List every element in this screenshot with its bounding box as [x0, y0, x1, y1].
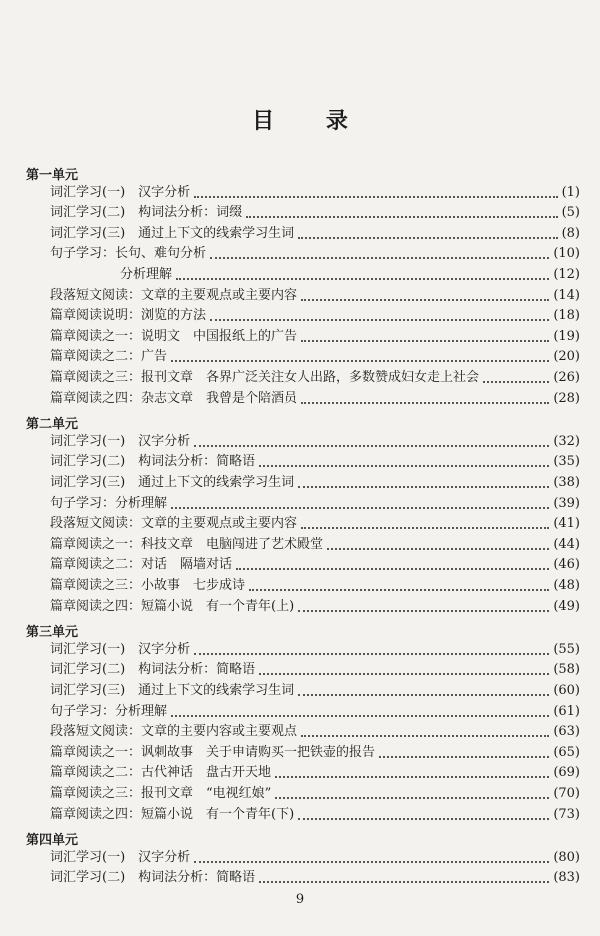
- toc-entry-title: 分析理解: [120, 267, 173, 282]
- toc-entry[interactable]: [50, 576, 580, 596]
- toc-entry-title: 段落短文阅读：文章的主要观点或主要内容: [50, 287, 298, 303]
- dot-leader: [259, 465, 549, 467]
- toc-entry-title: 段落短文阅读：文章的主要内容或主要观点: [50, 724, 298, 740]
- dot-leader: [236, 568, 549, 570]
- dot-leader: [301, 735, 549, 737]
- toc-entry-page: (63): [553, 724, 580, 740]
- toc-entry[interactable]: [50, 306, 580, 326]
- toc-entry-page: (35): [553, 454, 580, 470]
- toc-entry[interactable]: [50, 535, 580, 555]
- toc-entry[interactable]: [50, 681, 580, 701]
- dot-leader: [298, 237, 557, 239]
- dot-leader: [298, 610, 549, 612]
- toc-entry-page: (83): [553, 870, 580, 886]
- toc-entry-page: (26): [553, 370, 580, 385]
- toc-entry-page: (20): [553, 349, 580, 365]
- toc-entry-title: 句子学习：长句、难句分析: [50, 246, 207, 262]
- toc-entry[interactable]: [50, 432, 580, 452]
- toc-entry-page: (61): [553, 703, 580, 719]
- toc-entry[interactable]: [50, 660, 580, 680]
- unit-heading: 第四单元: [26, 833, 79, 849]
- dot-leader: [249, 589, 549, 591]
- toc-entry-page: (55): [553, 641, 580, 657]
- toc-entry-page: (28): [553, 390, 580, 406]
- dot-leader: [176, 278, 549, 280]
- toc-entry-page: (39): [553, 495, 580, 511]
- toc-entry[interactable]: [50, 743, 580, 763]
- dot-leader: [246, 216, 557, 218]
- toc-entry-title: 篇章阅读说明：浏览的方法: [50, 308, 207, 324]
- toc-entry-title: 词汇学习(二) 构词法分析：简略语: [50, 662, 256, 678]
- toc-entry-page: (12): [553, 267, 580, 282]
- toc-entry-page: (18): [553, 308, 580, 324]
- toc-entry-page: (60): [553, 683, 580, 698]
- toc-entry-page: (58): [553, 662, 580, 678]
- toc-entry-page: (73): [553, 806, 580, 822]
- toc-entry-title: 句子学习：分析理解: [50, 495, 168, 511]
- toc-entry-title: 词汇学习(三) 通过上下文的线索学习生词: [50, 225, 295, 241]
- dot-leader: [301, 402, 549, 404]
- toc-entry-title: 篇章阅读之一：说明文 中国报纸上的广告: [50, 328, 298, 344]
- dot-leader: [298, 818, 549, 820]
- dot-leader: [298, 694, 549, 696]
- toc-entry[interactable]: [50, 514, 580, 534]
- toc-entry-page: (32): [553, 433, 580, 449]
- page-number: 9: [295, 892, 305, 907]
- dot-leader: [483, 381, 549, 383]
- toc-entry-page: (80): [553, 849, 580, 865]
- toc-entry[interactable]: [50, 784, 580, 804]
- toc-entry[interactable]: [50, 597, 580, 617]
- dot-leader: [194, 445, 549, 447]
- toc-entry-title: 词汇学习(一) 汉字分析: [50, 641, 191, 657]
- dot-leader: [275, 776, 549, 778]
- toc-entry-page: (14): [553, 287, 580, 303]
- toc-entry-page: (44): [553, 536, 580, 552]
- dot-leader: [301, 527, 549, 529]
- dot-leader: [194, 196, 557, 198]
- dot-leader: [171, 507, 549, 509]
- dot-leader: [171, 715, 549, 717]
- unit-heading: 第三单元: [26, 625, 79, 641]
- toc-entry-page: (10): [553, 246, 580, 262]
- unit-heading: 第二单元: [26, 417, 79, 433]
- toc-entry-title: 篇章阅读之一：科技文章 电脑闯进了艺术殿堂: [50, 536, 324, 552]
- toc-entry-page: (70): [553, 786, 580, 801]
- dot-leader: [275, 797, 549, 799]
- toc-entry[interactable]: [50, 203, 580, 223]
- toc-entry-page: (48): [553, 578, 580, 593]
- toc-entry-title: 篇章阅读之一：讽刺故事 关于申请购买一把铁壶的报告: [50, 744, 376, 760]
- toc-entry[interactable]: [50, 389, 580, 409]
- toc-entry[interactable]: [50, 868, 580, 888]
- toc-entry-page: (8): [561, 225, 580, 241]
- toc-entry-page: (49): [553, 598, 580, 614]
- toc-entry[interactable]: [50, 473, 580, 493]
- dot-leader: [259, 673, 549, 675]
- toc-entry[interactable]: [50, 702, 580, 722]
- dot-leader: [301, 340, 549, 342]
- toc-entry-title: 词汇学习(二) 构词法分析：简略语: [50, 454, 256, 470]
- toc-entry-title: 句子学习：分析理解: [50, 703, 168, 719]
- toc-entry-title: 篇章阅读之二：对话 隔墙对话: [50, 557, 233, 573]
- toc-entry-page: (19): [553, 328, 580, 344]
- toc-entry-title: 篇章阅读之四：短篇小说 有一个青年(下): [50, 806, 295, 822]
- toc-entry-title: 篇章阅读之二：广告: [50, 349, 168, 365]
- toc-entry[interactable]: [50, 224, 580, 244]
- dot-leader: [298, 486, 549, 488]
- toc-entry[interactable]: [50, 286, 580, 306]
- toc-entry[interactable]: [50, 848, 580, 868]
- dot-leader: [379, 756, 549, 758]
- toc-entry[interactable]: [50, 494, 580, 514]
- toc-entry[interactable]: [50, 722, 580, 742]
- toc-entry-page: (69): [553, 765, 580, 781]
- dot-leader: [327, 548, 549, 550]
- toc-entry[interactable]: [50, 347, 580, 367]
- toc-entry-title: 篇章阅读之三：报刊文章 各界广泛关注女人出路，多数赞成妇女走上社会: [50, 370, 480, 385]
- toc-entry-title: 篇章阅读之三：小故事 七步成诗: [50, 578, 246, 593]
- toc-entry[interactable]: [120, 265, 580, 285]
- toc-entry-title: 词汇学习(三) 通过上下文的线索学习生词: [50, 683, 295, 698]
- toc-entry-title: 词汇学习(一) 汉字分析: [50, 849, 191, 865]
- dot-leader: [259, 881, 549, 883]
- toc-entry[interactable]: [50, 763, 580, 783]
- toc-entry-title: 篇章阅读之二：古代神话 盘古开天地: [50, 765, 272, 781]
- toc-entry[interactable]: [50, 805, 580, 825]
- toc-entry-title: 词汇学习(二) 构词法分析：简略语: [50, 870, 256, 886]
- toc-entry-title: 段落短文阅读：文章的主要观点或主要内容: [50, 516, 298, 532]
- dot-leader: [210, 257, 549, 259]
- toc-entry-page: (41): [553, 516, 580, 532]
- toc-entry-title: 词汇学习(一) 汉字分析: [50, 433, 191, 449]
- dot-leader: [301, 299, 549, 301]
- toc-entry-page: (5): [561, 205, 580, 221]
- toc-entry-title: 篇章阅读之三：报刊文章 “电视红娘”: [50, 786, 272, 801]
- dot-leader: [210, 319, 549, 321]
- toc-entry-title: 篇章阅读之四：杂志文章 我曾是个陪酒员: [50, 390, 298, 406]
- toc-entry-title: 词汇学习(一) 汉字分析: [50, 184, 191, 200]
- dot-leader: [194, 861, 549, 863]
- toc-entry-page: (65): [553, 744, 580, 760]
- toc-entry-page: (38): [553, 475, 580, 490]
- dot-leader: [171, 360, 549, 362]
- toc-entry[interactable]: [50, 555, 580, 575]
- toc-entry[interactable]: [50, 368, 580, 388]
- toc-entry[interactable]: [50, 244, 580, 264]
- page-title: 目 录: [252, 108, 370, 134]
- toc-entry-page: (46): [553, 557, 580, 573]
- toc-entry-title: 篇章阅读之四：短篇小说 有一个青年(上): [50, 598, 295, 614]
- toc-entry-title: 词汇学习(二) 构词法分析：词缀: [50, 205, 243, 221]
- dot-leader: [194, 653, 549, 655]
- toc-entry-page: (1): [561, 184, 580, 200]
- toc-entry[interactable]: [50, 640, 580, 660]
- toc-entry[interactable]: [50, 327, 580, 347]
- toc-entry-title: 词汇学习(三) 通过上下文的线索学习生词: [50, 475, 295, 490]
- toc-entry[interactable]: [50, 183, 580, 203]
- toc-entry[interactable]: [50, 452, 580, 472]
- unit-heading: 第一单元: [26, 168, 79, 183]
